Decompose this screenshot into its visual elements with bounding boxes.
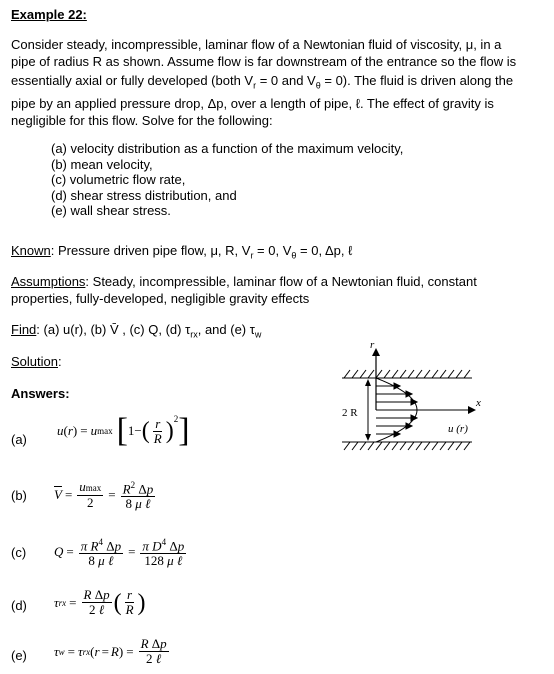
answer-b-equation: $\overline{V}$ = $\frac{umax}{2}$ = $\frac{R^2 \Delta p}{\text{8 μ ℓ}}$	[54, 478, 154, 512]
answer-a-equation: u ( r ) = u max [ 1− ( $\frac{r}{R}$ ) $^2$ ]	[57, 412, 190, 449]
task-item: (a) velocity distribution as a function of the maximum velocity,	[51, 141, 404, 156]
bottom-wall	[342, 442, 472, 450]
answer-a-label: (a)	[11, 432, 27, 447]
task-item: (c) volumetric flow rate,	[51, 172, 186, 187]
pipe-flow-diagram	[330, 340, 490, 460]
intro-line-3: essentially axial or fully developed (both $V_r = 0$ and $V_\theta = 0$). The fluid is driven along the	[11, 73, 514, 91]
intro-paragraph	[11, 36, 546, 129]
task-item: (d) shear stress distribution, and	[51, 187, 237, 203]
answer-c-label: (c)	[11, 545, 27, 560]
intro-line-4: pipe by an applied pressure drop, Δp, over a length of pipe, ℓ. The effect of gravity is	[11, 95, 494, 111]
answers-heading: Answers:	[11, 386, 70, 401]
answer-d-label: (d)	[11, 598, 27, 613]
assumptions-line-1: Assumptions: Steady, incompressible, laminar flow of a Newtonian fluid, constant	[11, 274, 477, 289]
two-r-label: 2 R	[342, 407, 358, 419]
intro-line-5: negligible for this flow. Solve for the following:	[11, 112, 273, 128]
solution-heading: Solution:	[11, 354, 62, 369]
known-line: Known: Pressure driven pipe flow, μ, R, $V_r = 0$, $V_\theta = 0$, Δp, ℓ	[11, 243, 353, 261]
task-item: (e) wall shear stress.	[51, 203, 171, 218]
x-label: x	[476, 397, 481, 409]
r-label: r	[370, 340, 375, 351]
task-item: (b) mean velocity,	[51, 156, 153, 172]
answer-e-equation: τ w = τ rx ( r = R ) = $\frac{\text{R Δp}}{\text{2 ℓ}}$	[54, 636, 167, 666]
page-title: Example 22:	[11, 7, 87, 22]
assumptions-line-2: properties, fully-developed, negligible gravity effects	[11, 291, 310, 306]
u-label: u (r)	[448, 423, 468, 435]
answer-e-label: (e)	[11, 648, 27, 663]
answer-b-label: (b)	[11, 488, 27, 503]
intro-line-1: Consider steady, incompressible, laminar flow of a Newtonian fluid of viscosity, μ, in a	[11, 37, 502, 52]
x-axis-arrow	[468, 406, 476, 414]
top-wall	[342, 370, 472, 378]
find-line: Find: (a) u(r), (b) V̄ , (c) Q, (d) $\tau_{rx}$, and (e) $\tau_w$	[11, 322, 262, 340]
task-list	[51, 141, 403, 219]
answer-d-equation: τ rx = $\frac{\text{R Δp}}{\text{2 ℓ}}$ ( $\frac{r}{R}$ )	[54, 587, 146, 617]
answer-c-equation: Q = $\frac{\pi R^4 \Delta p}{\text{8 μ ℓ}}$ = $\frac{\pi D^4 \Delta p}{\text{128 μ ℓ}}$	[54, 537, 185, 569]
intro-line-2: pipe of radius R as shown. Assume flow is far downstream of the entrance so the flow is	[11, 54, 517, 69]
